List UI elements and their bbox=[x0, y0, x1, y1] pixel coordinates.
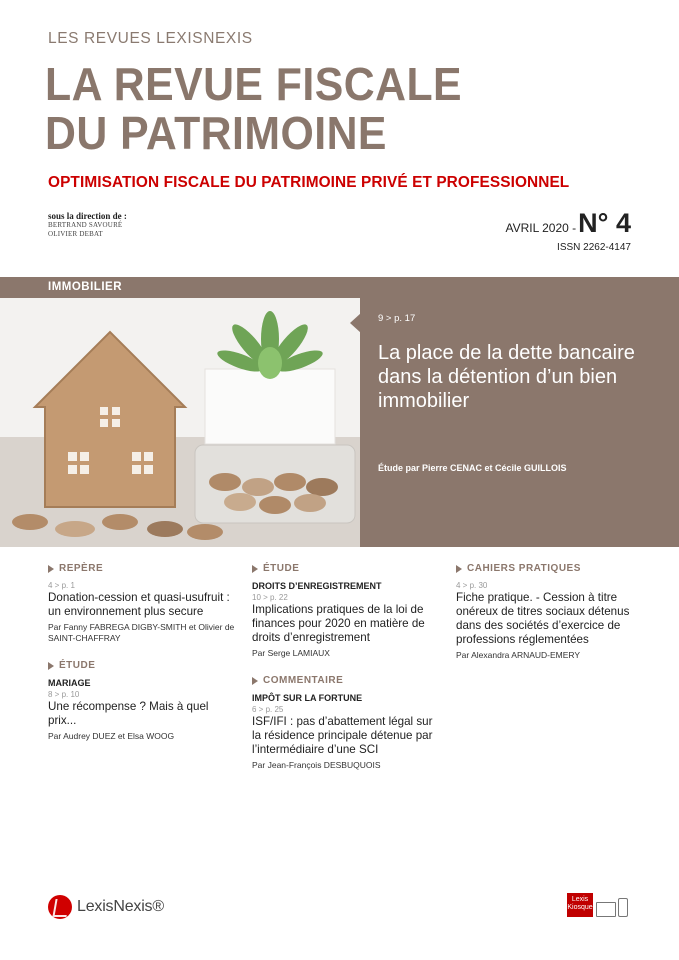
editorial-direction bbox=[48, 211, 127, 239]
toc-section bbox=[252, 563, 442, 659]
toc-column-2 bbox=[252, 563, 442, 787]
article-rubric: DROITS D’ENREGISTREMENT bbox=[252, 581, 382, 591]
kiosque-line2: Kiosque bbox=[567, 904, 593, 911]
house-coins-photo bbox=[0, 277, 360, 547]
article-title[interactable]: Une récompense ? Mais à quel prix... bbox=[48, 700, 209, 727]
section-band bbox=[0, 277, 360, 298]
toc-column-3 bbox=[456, 563, 646, 677]
tablet-icon bbox=[618, 898, 628, 917]
article-ref: 4 > p. 30 bbox=[456, 581, 488, 590]
monitor-icon bbox=[596, 902, 616, 917]
triangle-bullet-icon bbox=[456, 565, 462, 573]
issue-date: AVRIL 2020 - bbox=[505, 221, 577, 235]
article-title[interactable]: ISF/IFI : pas d’abattement légal sur la résidence principale détenue par l’intermédiaire d’une SCI bbox=[252, 715, 433, 756]
cover-story-title[interactable]: La place de la dette bancaire dans la détention d’un bien immobilier bbox=[378, 342, 635, 412]
article-ref: 8 > p. 10 bbox=[48, 690, 80, 699]
journal-title-line2: DU PATRIMOINE bbox=[45, 107, 387, 159]
article-rubric: MARIAGE bbox=[48, 678, 91, 688]
logo-text: LexisNexis® bbox=[77, 898, 164, 915]
article-rubric: IMPÔT SUR LA FORTUNE bbox=[252, 693, 363, 703]
toc-section bbox=[252, 675, 442, 771]
section-heading: CAHIERS PRATIQUES bbox=[467, 563, 581, 574]
issn: ISSN 2262-4147 bbox=[557, 242, 631, 253]
lexisnexis-logo[interactable] bbox=[48, 895, 164, 919]
devices-icon bbox=[596, 898, 628, 917]
kiosque-logo bbox=[567, 893, 593, 917]
triangle-bullet-icon bbox=[48, 565, 54, 573]
cover-story-panel bbox=[360, 277, 679, 547]
article-ref: 9 > p. 17 bbox=[378, 313, 416, 324]
lexisnexis-emblem-icon bbox=[48, 895, 72, 919]
toc-section bbox=[48, 563, 238, 644]
article-author: Par Fanny FABREGA DIGBY-SMITH et Olivier de SAINT-CHAFFRAY bbox=[48, 622, 235, 643]
triangle-bullet-icon bbox=[48, 662, 54, 670]
section-heading: COMMENTAIRE bbox=[263, 675, 344, 686]
direction-label: sous la direction de : bbox=[48, 211, 127, 221]
article-author: Par Alexandra ARNAUD-EMERY bbox=[456, 650, 581, 660]
section-label: IMMOBILIER bbox=[48, 281, 122, 293]
article-author: Par Audrey DUEZ et Elsa WOOG bbox=[48, 731, 175, 741]
director-name: BERTRAND SAVOURÉ bbox=[48, 221, 123, 229]
toc-section bbox=[456, 563, 646, 661]
journal-title-line1: LA REVUE FISCALE bbox=[45, 58, 463, 110]
triangle-bullet-icon bbox=[252, 677, 258, 685]
article-title[interactable]: Donation-cession et quasi-usufruit : un environnement plus secure bbox=[48, 591, 230, 618]
section-heading: REPÈRE bbox=[59, 563, 104, 574]
section-heading: ÉTUDE bbox=[59, 660, 96, 671]
article-author: Par Serge LAMIAUX bbox=[252, 648, 330, 658]
section-heading: ÉTUDE bbox=[263, 563, 300, 574]
house-illustration bbox=[0, 277, 360, 547]
article-author: Par Jean-François DESBUQUOIS bbox=[252, 760, 381, 770]
toc-section bbox=[48, 660, 238, 742]
journal-title bbox=[45, 60, 462, 158]
publisher-name: LES REVUES LEXISNEXIS bbox=[48, 30, 253, 47]
article-ref: 6 > p. 25 bbox=[252, 705, 284, 714]
cover-story-author: Étude par Pierre CENAC et Cécile GUILLOIS bbox=[378, 463, 567, 473]
article-ref: 10 > p. 22 bbox=[252, 593, 288, 602]
toc-column-1 bbox=[48, 563, 238, 758]
lexis-kiosque-badge[interactable] bbox=[567, 893, 628, 917]
journal-subtitle: OPTIMISATION FISCALE DU PATRIMOINE PRIVÉ ET PROFESSIONNEL bbox=[48, 174, 570, 191]
article-title[interactable]: Fiche pratique. - Cession à titre onéreux de titres sociaux détenus dans des sociétés d’exercice de professions réglementées bbox=[456, 591, 630, 646]
director-name: OLIVIER DEBAT bbox=[48, 230, 103, 238]
article-ref: 4 > p. 1 bbox=[48, 581, 75, 590]
article-title[interactable]: Implications pratiques de la loi de finances pour 2020 en matière de droits d’enregistrement bbox=[252, 603, 425, 644]
issue-number: N° 4 bbox=[578, 208, 631, 238]
cover-story[interactable] bbox=[0, 277, 679, 547]
kiosque-line1: Lexis bbox=[571, 896, 589, 903]
triangle-bullet-icon bbox=[252, 565, 258, 573]
issue-info bbox=[505, 208, 631, 253]
